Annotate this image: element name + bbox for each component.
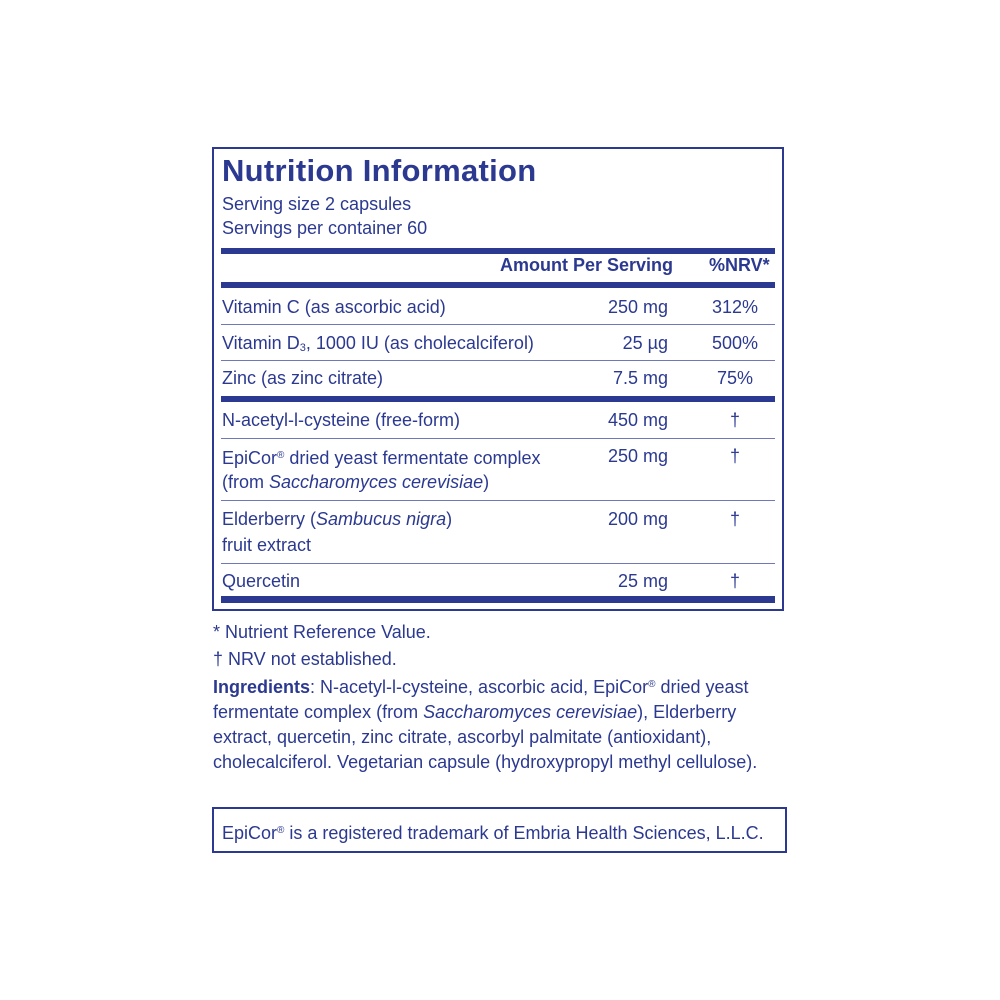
servings-per-container: Servings per container 60 — [222, 218, 428, 238]
nutrient-amount: 25 µg — [622, 333, 668, 353]
row-divider — [221, 500, 775, 501]
nutrient-amount: 250 mg — [607, 446, 668, 466]
nutrient-name: Elderberry (Sambucus nigra) — [222, 509, 453, 529]
nutrient-amount: 7.5 mg — [612, 368, 668, 388]
nutrient-name: Vitamin $D_3$, 1000 IU (as cholecalciferol) — [222, 333, 534, 354]
row-divider — [221, 563, 775, 564]
nutrient-nrv: † — [729, 509, 740, 529]
nutrient-amount: 450 mg — [607, 410, 668, 430]
trademark-text: EpiCor® is a registered trademark of Embria Health Sciences, L.L.C. — [222, 823, 764, 843]
nutrient-nrv: † — [729, 446, 740, 466]
nutrient-nrv: 75% — [716, 368, 754, 388]
header-amount: Amount Per Serving — [500, 255, 674, 275]
nutrient-name: EpiCor® dried yeast fermentate complex — [222, 448, 541, 468]
section-rule — [221, 396, 775, 402]
nutrient-name: Vitamin C (as ascorbic acid) — [222, 297, 446, 317]
nutrient-name: N-acetyl-l-cysteine (free-form) — [222, 410, 461, 430]
nutrient-nrv: † — [729, 571, 740, 591]
nutrient-nrv: 312% — [711, 297, 759, 317]
table-bottom-rule — [221, 596, 775, 603]
nutrient-amount: 250 mg — [607, 297, 668, 317]
panel-title: Nutrition Information — [222, 153, 537, 188]
footnotes — [213, 620, 793, 775]
nutrient-name-line2: fruit extract — [222, 535, 312, 555]
header-bottom-rule — [221, 282, 775, 288]
nutrient-amount: 25 mg — [617, 571, 668, 591]
nutrient-amount: 200 mg — [607, 509, 668, 529]
row-divider — [221, 438, 775, 439]
nrv-footnote: * Nutrient Reference Value. — [213, 622, 431, 642]
nutrient-name: Quercetin — [222, 571, 301, 591]
nutrient-name: Zinc (as zinc citrate) — [222, 368, 384, 388]
ingredients-label: Ingredients — [213, 677, 311, 697]
dagger-footnote: † NRV not established. — [213, 649, 397, 669]
nutrient-nrv: † — [729, 410, 740, 430]
header-top-rule — [221, 248, 775, 254]
nutrient-name-line2: (from Saccharomyces cerevisiae) — [222, 472, 490, 492]
serving-size: Serving size 2 capsules — [222, 194, 412, 214]
row-divider — [221, 324, 775, 325]
trademark-box — [212, 807, 787, 853]
nutrient-nrv: 500% — [711, 333, 759, 353]
row-divider — [221, 360, 775, 361]
nutrition-panel — [212, 147, 784, 611]
ingredients-text: Ingredients: N-acetyl-l-cysteine, ascorbic acid, EpiCor® dried yeast fermentate complex (from Saccharomyces cerevisiae), Elderberry extract, quercetin, zinc citrate, ascorbyl palmitate (antioxidant), cholecalciferol. Vegetarian capsule (hydroxypropyl methyl cellulose). — [213, 677, 758, 772]
header-nrv: %NRV* — [709, 255, 770, 275]
